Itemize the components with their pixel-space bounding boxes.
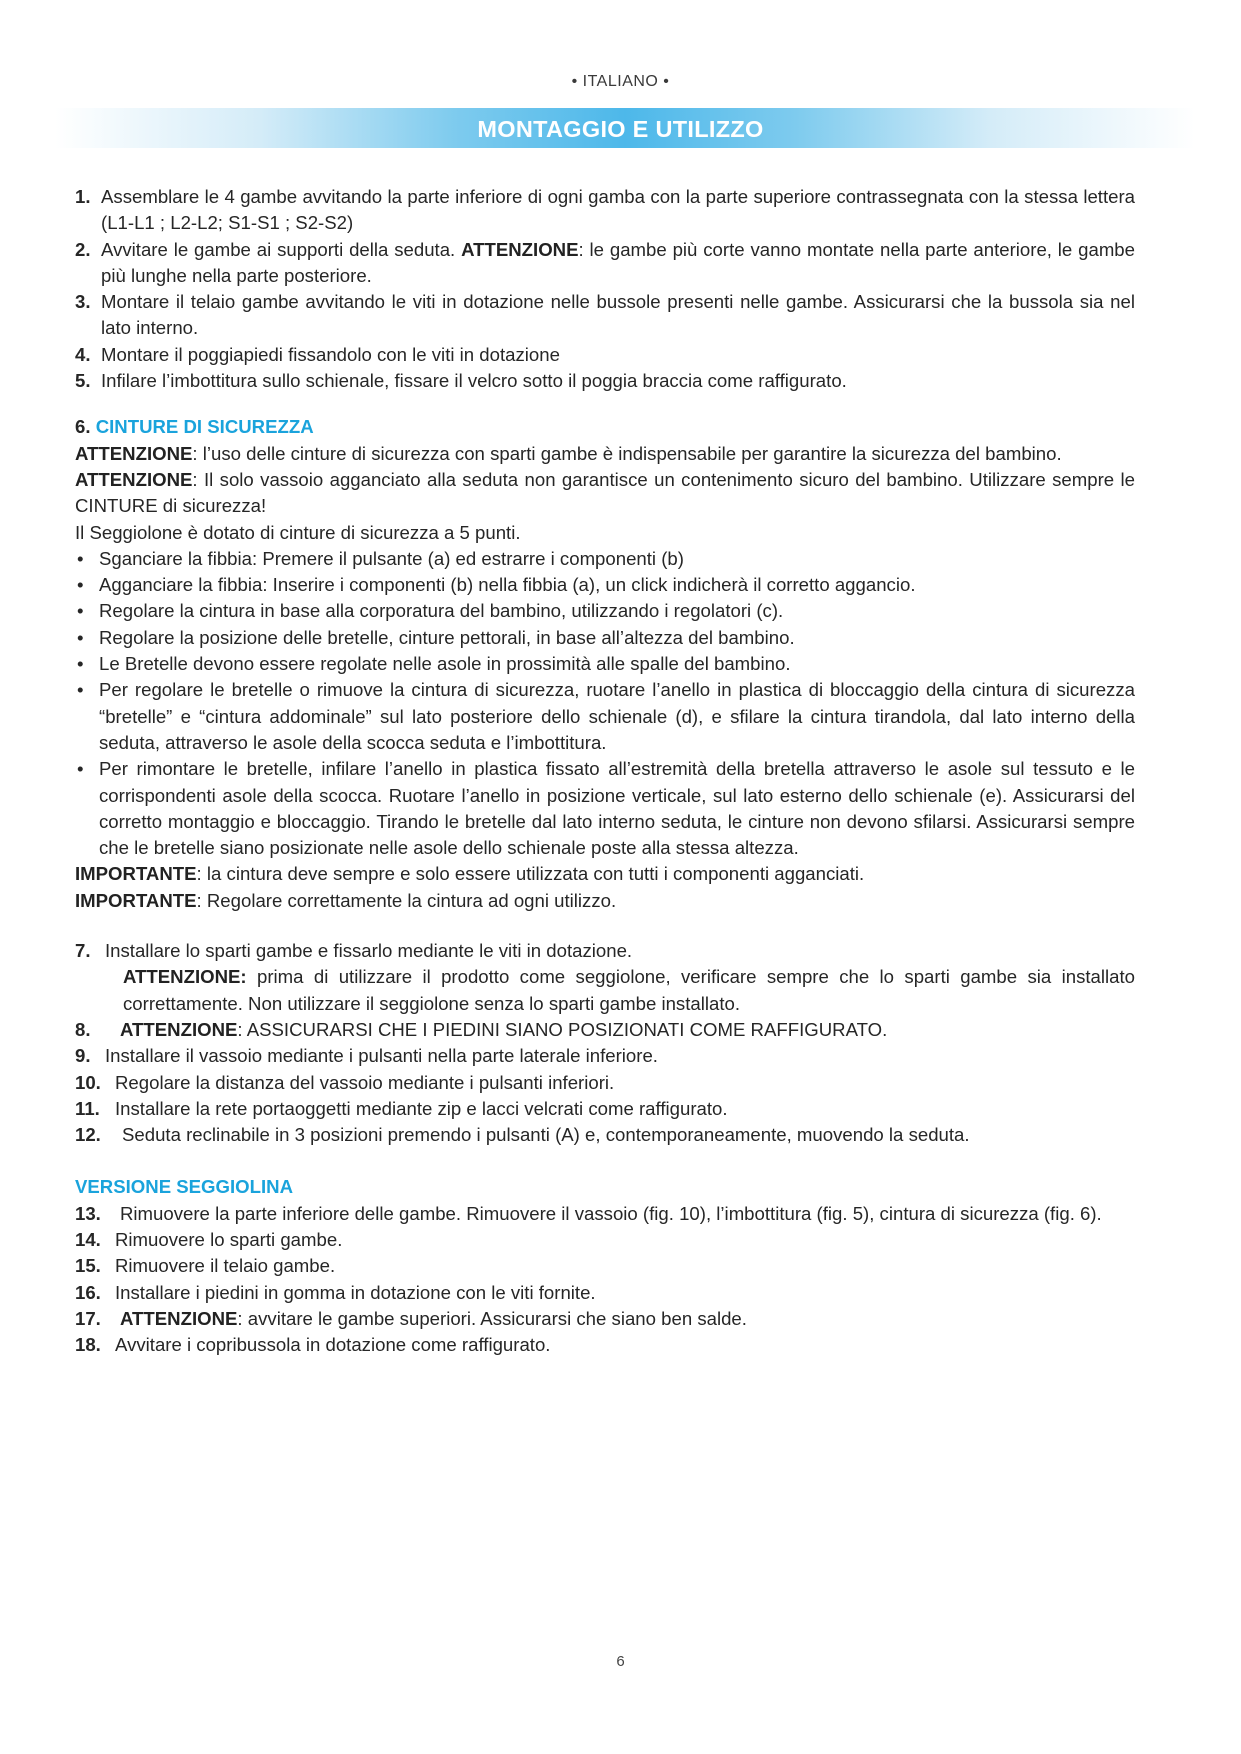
page-title: MONTAGGIO E UTILIZZO <box>477 116 764 142</box>
list-item: 10. Regolare la distanza del vassoio mediante i pulsanti inferiori. <box>75 1071 615 1093</box>
section-heading-cinture: 6. CINTURE DI SICUREZZA <box>75 416 314 438</box>
list-item: 9. Installare il vassoio mediante i pulsanti nella parte laterale inferiore. <box>75 1045 658 1067</box>
list-item: 3. Montare il telaio gambe avvitando le viti in dotazione nelle bussole presenti nelle gambe. Assicurarsi che la bussola sia nel lato interno. <box>75 291 1135 339</box>
list-item: • Regolare la posizione delle bretelle, cinture pettorali, in base all’altezza del bambino. <box>77 626 795 648</box>
important-note: IMPORTANTE: Regolare correttamente la cintura ad ogni utilizzo. <box>75 889 617 911</box>
list-item: 18. Avvitare i copribussola in dotazione come raffigurato. <box>75 1334 551 1356</box>
intro-text: Il Seggiolone è dotato di cinture di sicurezza a 5 punti. <box>75 521 521 543</box>
list-item: 2. Avvitare le gambe ai supporti della seduta. ATTENZIONE: le gambe più corte vanno montate nella parte anteriore, le gambe più lunghe nella parte posteriore. <box>75 238 1135 286</box>
list-item: 7. Installare lo sparti gambe e fissarlo mediante le viti in dotazione. <box>75 940 633 962</box>
list-item: 13. Rimuovere la parte inferiore delle gambe. Rimuovere il vassoio (fig. 10), l’imbottitura (fig. 5), cintura di sicurezza (fig. 6). <box>75 1202 1102 1224</box>
instructions-body <box>75 184 1135 1358</box>
list-item: 16. Installare i piedini in gomma in dotazione con le viti fornite. <box>75 1281 596 1303</box>
list-item: • Sganciare la fibbia: Premere il pulsante (a) ed estrarre i componenti (b) <box>77 547 684 569</box>
list-item: 8. ATTENZIONE: ASSICURARSI CHE I PIEDINI SIANO POSIZIONATI COME RAFFIGURATO. <box>75 1018 888 1040</box>
list-item: 1. Assemblare le 4 gambe avvitando la parte inferiore di ogni gamba con la parte superiore contrassegnata con la stessa lettera (L1-L1 ; L2-L2; S1-S1 ; S2-S2) <box>75 186 1135 234</box>
list-item: 5. Infilare l’imbottitura sullo schienale, fissare il velcro sotto il poggia braccia come raffigurato. <box>75 370 847 392</box>
list-item: • Per regolare le bretelle o rimuove la cintura di sicurezza, ruotare l’anello in plastica di bloccaggio della cintura di sicurezza “bretelle” e “cintura addominale” sul lato posteriore dello schienale (d), e sfilare la cintura tirandola, dal lato interno della seduta, attraverso le asole della scocca seduta e l’imbottitura. <box>77 679 1135 753</box>
list-item: 14. Rimuovere lo sparti gambe. <box>75 1228 343 1250</box>
important-note: IMPORTANTE: la cintura deve sempre e solo essere utilizzata con tutti i componenti agganciati. <box>75 863 865 885</box>
list-item: • Le Bretelle devono essere regolate nelle asole in prossimità alle spalle del bambino. <box>77 653 791 675</box>
language-label: • ITALIANO • <box>571 73 670 90</box>
attention-note: ATTENZIONE: prima di utilizzare il prodotto come seggiolone, verificare sempre che lo sparti gambe sia installato correttamente. Non utilizzare il seggiolone senza lo sparti gambe installato. <box>123 966 1135 1014</box>
attention-note: ATTENZIONE: l’uso delle cinture di sicurezza con sparti gambe è indispensabile per garantire la sicurezza del bambino. <box>75 442 1062 464</box>
list-item: • Regolare la cintura in base alla corporatura del bambino, utilizzando i regolatori (c). <box>77 600 784 622</box>
list-item: 15. Rimuovere il telaio gambe. <box>75 1255 336 1277</box>
list-item: 12. Seduta reclinabile in 3 posizioni premendo i pulsanti (A) e, contemporaneamente, muovendo la seduta. <box>75 1124 970 1146</box>
list-item: • Agganciare la fibbia: Inserire i componenti (b) nella fibbia (a), un click indicherà il corretto aggancio. <box>77 574 916 596</box>
attention-note: ATTENZIONE: Il solo vassoio agganciato alla seduta non garantisce un contenimento sicuro del bambino. Utilizzare sempre le CINTURE di sicurezza! <box>75 468 1135 517</box>
page-number: 6 <box>616 1653 625 1670</box>
list-item: 4. Montare il poggiapiedi fissandolo con le viti in dotazione <box>75 343 560 365</box>
section-heading-seggiolina: VERSIONE SEGGIOLINA <box>75 1176 293 1198</box>
list-item: 11. Installare la rete portaoggetti mediante zip e lacci velcrati come raffigurato. <box>75 1097 728 1119</box>
list-item: 17. ATTENZIONE: avvitare le gambe superiori. Assicurarsi che siano ben salde. <box>75 1307 747 1329</box>
list-item: • Per rimontare le bretelle, infilare l’anello in plastica fissato all’estremità della bretella attraverso le asole sul tessuto e le corrispondenti asole della scocca. Ruotare l’anello in posizione verticale, sul lato esterno dello schienale (e). Assicurarsi del corretto montaggio e bloccaggio. Tirando le bretelle dal lato interno seduta, le cinture non devono sfilarsi. Assicurarsi sempre che le bretelle siano posizionate nelle asole dello schienale poste alla stessa altezza. <box>77 758 1135 859</box>
